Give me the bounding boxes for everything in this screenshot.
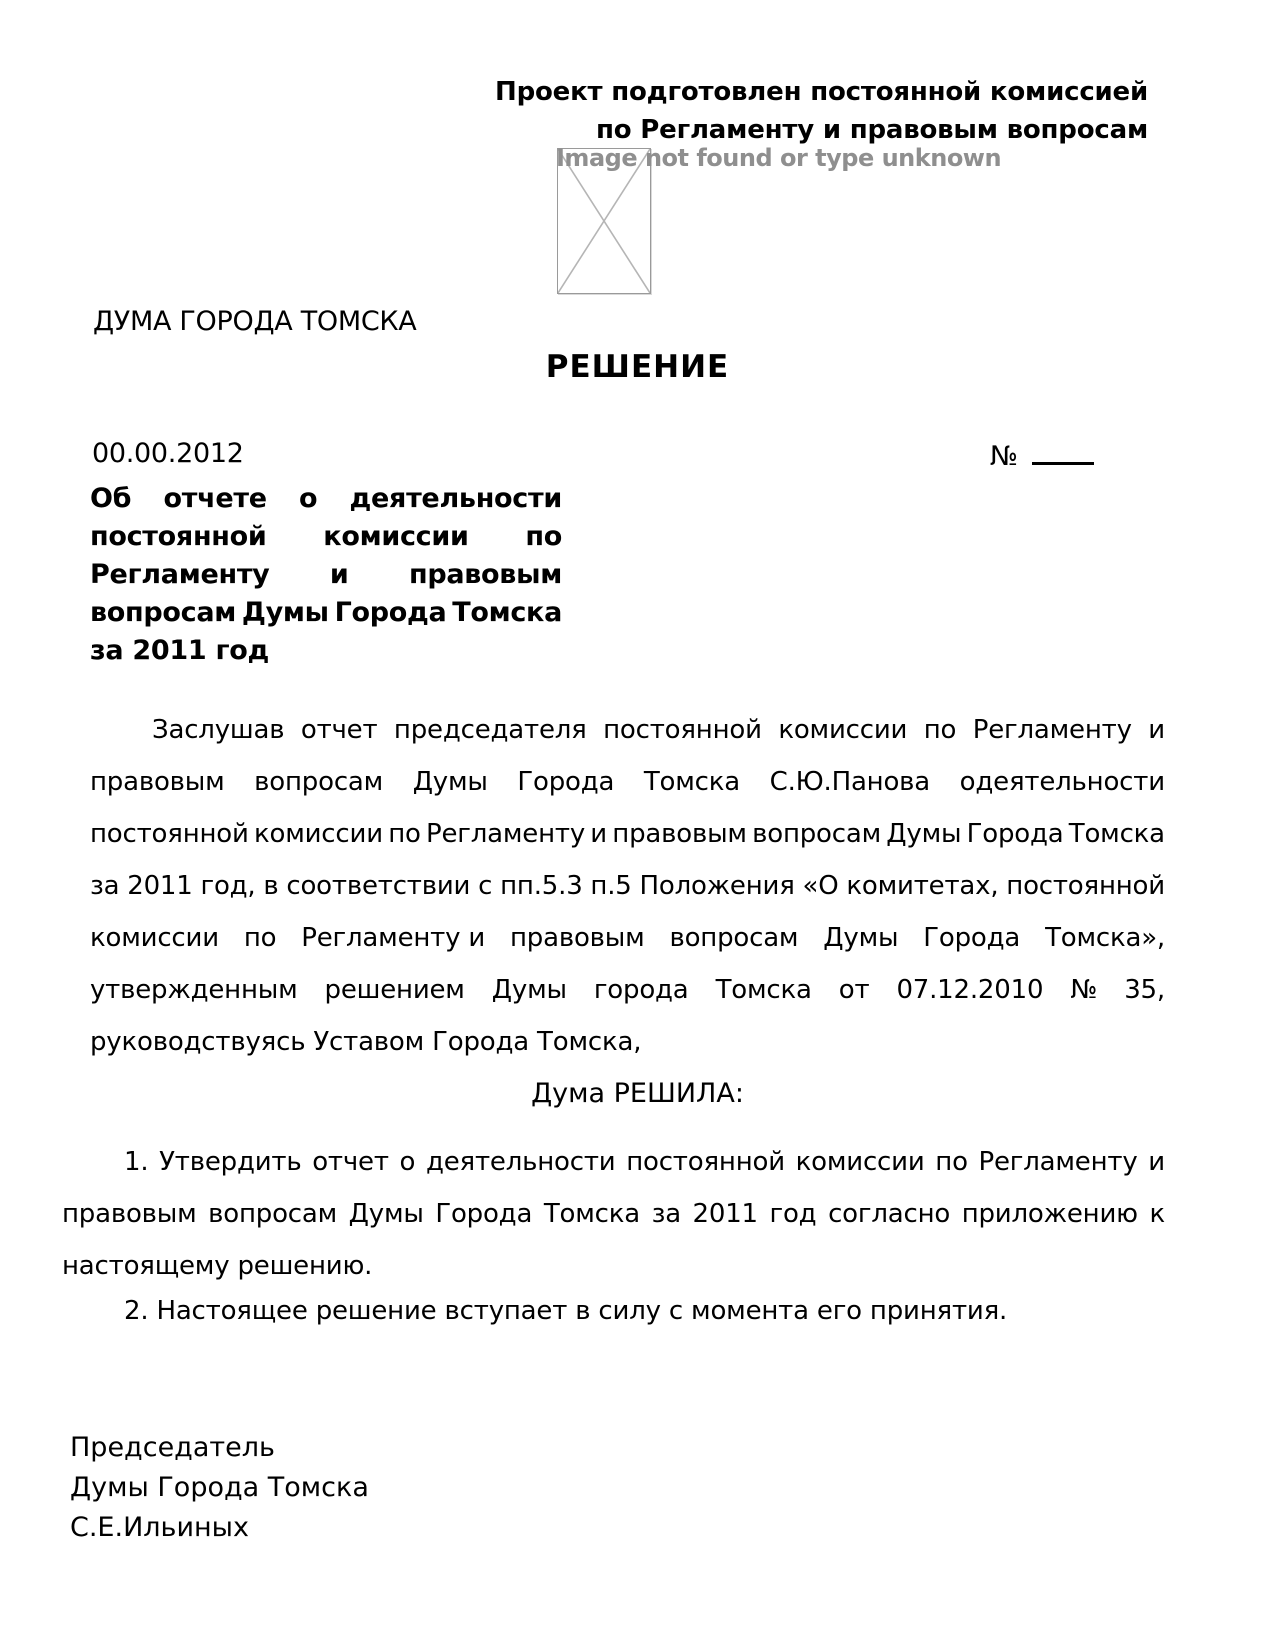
document-date: 00.00.2012 xyxy=(92,438,244,469)
text-line: постоянной комиссии по xyxy=(90,521,562,552)
preamble-paragraph xyxy=(90,704,1165,1068)
project-prepared-line-1: Проект подготовлен постоянной комиссией xyxy=(495,77,1148,107)
text-line: Об отчете о деятельности xyxy=(90,483,562,514)
project-prepared-note xyxy=(0,73,1148,149)
numero-sign: № xyxy=(990,441,1019,472)
organization-name: ДУМА ГОРОДА ТОМСКА xyxy=(93,306,417,337)
document-number xyxy=(990,438,1094,472)
text-line: постоянной комиссии по Регламенту и правовым вопросам Думы Города Томска xyxy=(90,819,1165,849)
broken-image-alt-text: Image not found or type unknown xyxy=(556,144,1002,172)
signature-name: С.Е.Ильиных xyxy=(70,1512,249,1543)
decision-item-1 xyxy=(62,1136,1165,1292)
decision-item-2: 2. Настоящее решение вступает в силу с момента его принятия. xyxy=(124,1296,1008,1326)
text-line: правовым вопросам Думы Города Томска за 2011 год согласно приложению к xyxy=(62,1199,1165,1229)
resolved-heading: Дума РЕШИЛА: xyxy=(531,1078,744,1109)
text-line: комиссии по Регламенту и правовым вопросам Думы Города Томска», xyxy=(90,923,1165,953)
number-blank-line xyxy=(1032,438,1094,465)
project-prepared-line-2: по Регламенту и правовым вопросам xyxy=(596,115,1148,145)
text-line: правовым вопросам Думы Города Томска С.Ю.Панова одеятельности xyxy=(90,767,1165,797)
text-line: за 2011 год xyxy=(90,635,270,666)
text-line: утвержденным решением Думы города Томска от 07.12.2010 № 35, xyxy=(90,975,1165,1005)
document-title: РЕШЕНИЕ xyxy=(545,349,730,385)
text-line: Заслушав отчет председателя постоянной комиссии по Регламенту и xyxy=(152,715,1165,745)
text-line: вопросам Думы Города Томска xyxy=(90,597,562,628)
text-line: 1. Утвердить отчет о деятельности постоянной комиссии по Регламенту и xyxy=(124,1147,1165,1177)
text-line: настоящему решению. xyxy=(62,1251,373,1281)
signature-organization: Думы Города Томска xyxy=(70,1472,369,1503)
text-line: руководствуясь Уставом Города Томска, xyxy=(90,1027,642,1057)
subject-block xyxy=(90,480,562,670)
text-line: Регламенту и правовым xyxy=(90,559,562,590)
signature-position: Председатель xyxy=(70,1432,275,1463)
broken-image-placeholder xyxy=(556,144,1156,300)
text-line: за 2011 год, в соответствии с пп.5.3 п.5 Положения «О комитетах, постоянной xyxy=(90,871,1165,901)
signature-block xyxy=(70,1428,369,1548)
